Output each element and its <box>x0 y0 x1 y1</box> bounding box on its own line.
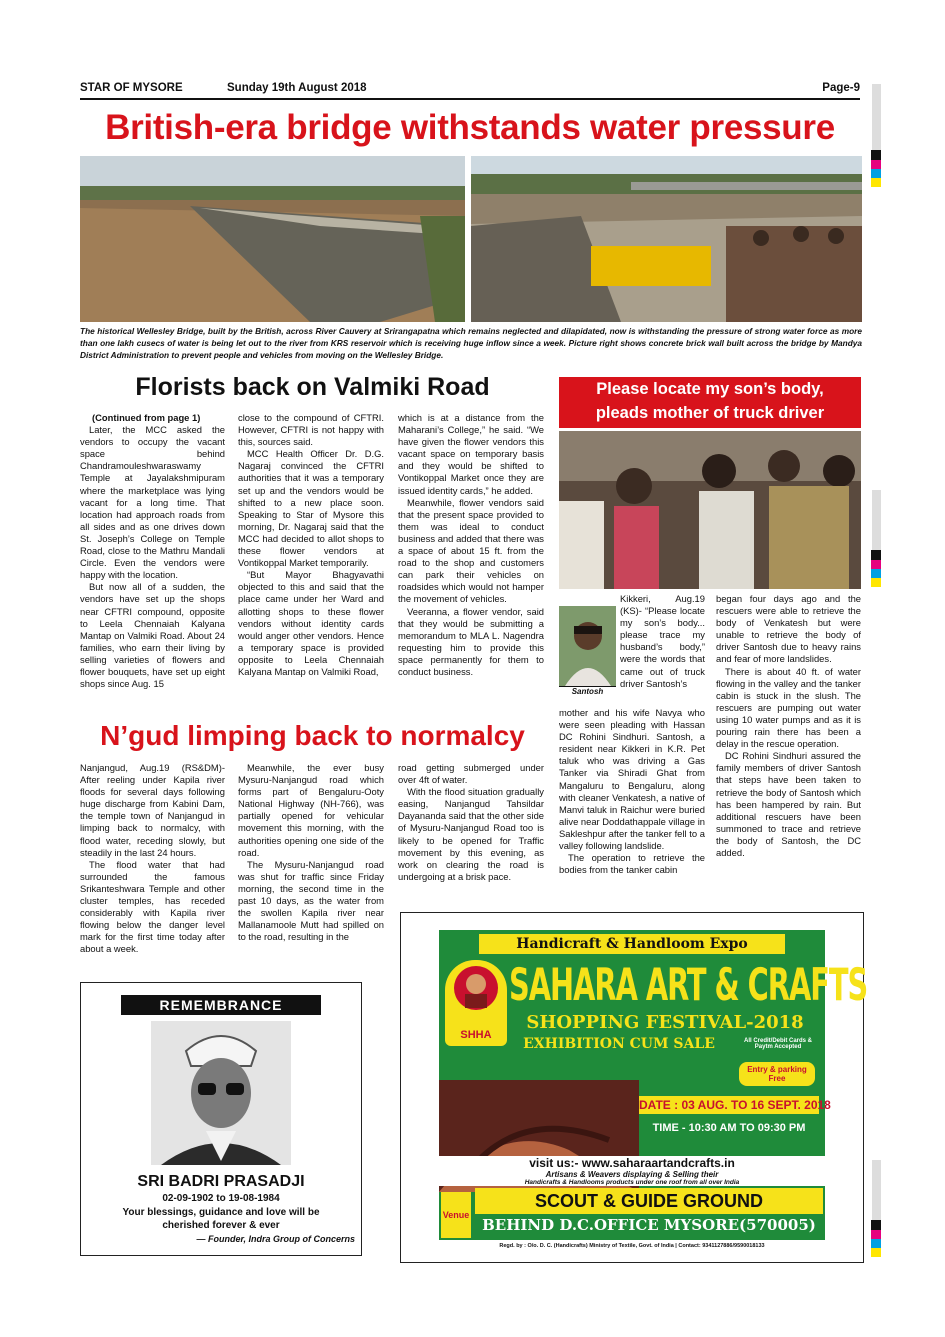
truck-headline-line1: Please locate my son’s body, <box>596 380 824 398</box>
ad-venue: SCOUT & GUIDE GROUND <box>475 1188 823 1214</box>
paragraph: began four days ago and the rescuers were able to retrieve the body of Venkatesh but were unable to retrieve the body of driver Santosh due to heavy rains and fear of more landslides. <box>716 593 861 665</box>
ad-entry-badge: Entry & parking Free <box>739 1062 815 1086</box>
florists-column-3 <box>398 412 544 678</box>
margin-strip <box>872 1160 881 1220</box>
ad-website: visit us:- www.saharaartandcrafts.in <box>529 1156 735 1170</box>
truck-headline-box <box>559 377 861 428</box>
santosh-inset-photo <box>559 606 616 686</box>
florists-column-1 <box>80 412 225 690</box>
bridge-photo-right <box>471 156 862 322</box>
paragraph: The Mysuru-Nanjangud road was shut for traffic since Friday morning, the second time in the past 10 days, as the water from the swollen Kapila river near Mallanamoole Mutt had spilled on to the road, resulting in the <box>238 858 384 943</box>
remembrance-name: SRI BADRI PRASADJI <box>137 1173 305 1190</box>
ad-logo-badge <box>445 960 507 1046</box>
publication-name: STAR OF MYSORE <box>80 82 183 94</box>
truck-column-1-top <box>620 593 705 690</box>
santosh-inset-label: Santosh <box>559 686 616 696</box>
ad-artisans-line1: Artisans & Weavers displaying & Selling their <box>545 1170 719 1179</box>
mother-pleading-photo <box>559 431 861 589</box>
portrait-photo <box>151 1021 291 1165</box>
paragraph: With the flood situation gradually easing, Nanjangud Tahsildar Dayananda said that the other side of Mysuru-Nanjangud Road too is likely to be opened for Traffic movement by this evening, as work on clearing the road is undergoing at a brisk pace. <box>398 786 544 882</box>
sahara-expo-ad <box>400 912 868 1263</box>
color-registration-marks <box>871 1220 881 1257</box>
paragraph: Meanwhile, flower vendors said that the present space provided to them was ideal to conduct business and added that there was a space of about 15 ft. from the road to the shop and customers can park their vehicles on roadsides which would not hamper the movement of vehicles. <box>398 496 544 605</box>
paragraph: Veeranna, a flower vendor, said that they would be submitting a memorandum to MLA L. Nagendra requesting him to provide this space permanently for them to conduct business. <box>398 605 544 677</box>
ngud-column-2 <box>238 762 384 943</box>
paragraph: MCC Health Officer Dr. D.G. Nagaraj convinced the CFTRI authorities that it was a temporary set up and the vendors would be shifted to a new place soon. Speaking to Star of Mysore this morning, Dr. Nagaraj said that the MCC had decided to allot shops to these flower vendors at Vontikoppal Market temporarily. <box>238 448 384 569</box>
paragraph: mother and his wife Navya who were seen pleading with Hassan DC Rohini Sindhuri. Santosh, a resident near Kikkeri in K.R. Pet taluk who was driving a Gas Tanker via Shiradi Ghat from Mangaluru to Bengaluru, along with cleaner Venkatesh, a native of Manvi taluk in Raichur were buried alive near Doddathappale village in Sakleshpur after the tanker fell to a valley following landslide. <box>559 707 705 852</box>
ad-logo-text: SHHA <box>460 1029 492 1041</box>
paragraph: which is at a distance from the Maharani’s College,” he said. “We have given the flower vendors this vacant space on temporary basis and they would be shifted to Vontikoppal Market once they are issued identity cards,” he added. <box>398 412 544 496</box>
ngud-headline: N’gud limping back to normalcy <box>100 720 525 751</box>
color-registration-marks <box>871 150 881 187</box>
paragraph: The operation to retrieve the bodies from the tanker cabin <box>559 852 705 876</box>
paragraph: DC Rohini Sindhuri assured the family members of driver Santosh that steps have been taken to retrieve the body of Santosh which has been hampered by rain. But additional rescuers have been summoned to trace and retrieve the body of Santosh, the DC added. <box>716 750 861 858</box>
paragraph: Later, the MCC asked the vendors to occupy the vacant space behind Chandramouleshwaraswamy Temple at Jayalakshmipuram where the marketplace was lying vacant for a long time. That location had approach roads from all sides and as one drives down St. Joseph’s College on Temple Road, close to the Mathru Mandali Circle. Even the vendors were happy with the location. <box>80 424 225 581</box>
florists-column-2 <box>238 412 384 678</box>
paragraph: “But Mayor Bhagyavathi objected to this and said that the place came under her Ward and allotting shops to these flower vendors without identity cards would anger other vendors. Hence a temporary space is provided opposite to Leela Chennaiah Kalyana Mantap on Valmiki Road, <box>238 569 384 677</box>
header-rule <box>80 98 860 100</box>
florists-headline: Florists back on Valmiki Road <box>135 373 490 401</box>
remembrance-dates: 02-09-1902 to 19-08-1984 <box>162 1193 280 1204</box>
margin-strip <box>872 490 881 550</box>
ad-artisans-line2: Handicrafts & Handlooms products under one roof from all over India <box>524 1179 740 1186</box>
paragraph: Meanwhile, the ever busy Mysuru-Nanjangud road which forms part of Bengaluru-Ooty National Highway (NH-766), was partially opened for vehicular movement this morning, with the authorities opening one side of the road. <box>238 762 384 858</box>
remembrance-message-line2: cherished forever & ever <box>162 1220 280 1231</box>
ad-date: DATE : 03 AUG. TO 16 SEPT. 2018 <box>639 1098 831 1112</box>
remembrance-message-line1: Your blessings, guidance and love will be <box>122 1207 320 1218</box>
ad-venue-label: Venue <box>441 1192 471 1238</box>
bridge-photo-left <box>80 156 465 322</box>
lead-photo-caption: The historical Wellesley Bridge, built by the British, across River Cauvery at Srirangapatna which remains neglected and dilapidated, now is withstanding the pressure of strong water force as more than one lakh cusecs of water is being let out to the river from KRS reservoir which is receiving huge inflow since a week. Picture right shows concrete brick wall built across the bridge by Mandya District Administration to prevent people and vehicles from moving on the Wellesley Bridge. <box>80 326 862 360</box>
ad-inner <box>439 930 868 1253</box>
ad-info-strip <box>439 1156 825 1186</box>
ngud-column-1 <box>80 762 225 956</box>
remembrance-title: REMEMBRANCE <box>121 995 321 1015</box>
paragraph: The flood water that had surrounded the famous Srikanteshwara Temple and other cluster temples, has receded considerably with Kapila river flowing below the danger level mark for the first time today after about a week. <box>80 858 225 955</box>
paragraph: There is about 40 ft. of water flowing in the valley and the tanker cabin is stuck in the slush. The rescuers are pumping out water using 10 water pumps and as it is pouring rain there has been a delay in the rescue operation. <box>716 665 861 750</box>
lead-headline: British-era bridge withstands water pressure <box>105 108 835 147</box>
ad-cards-badge: All Credit/Debit Cards & Paytm Accepted <box>743 1038 812 1050</box>
continuation-note: (Continued from page 1) <box>92 412 201 423</box>
ad-exhibition: EXHIBITION CUM SALE <box>523 1036 715 1052</box>
ad-subtitle: SHOPPING FESTIVAL-2018 <box>526 1012 804 1033</box>
remembrance-ad <box>80 982 362 1256</box>
ad-top-banner: Handicraft & Handloom Expo <box>479 934 785 954</box>
truck-column-1 <box>559 707 705 876</box>
issue-date: Sunday 19th August 2018 <box>227 82 367 94</box>
paragraph: Nanjangud, Aug.19 (RS&DM)- After reeling under Kapila river floods for several days following huge discharge from Kabini Dam, the temple town of Nanjangud in limping back to normalcy, with flood water, receding slowly, but steadily in the last 24 hours. <box>80 762 225 858</box>
page-header <box>80 82 860 98</box>
remembrance-signoff: — Founder, Indra Group of Concerns <box>196 1234 355 1244</box>
color-registration-marks <box>871 550 881 587</box>
page-number: Page-9 <box>822 82 860 94</box>
ad-time: TIME - 10:30 AM TO 09:30 PM <box>652 1122 806 1134</box>
paragraph: road getting submerged under over 4ft of water. <box>398 762 544 786</box>
paragraph: close to the compound of CFTRI. However, CFTRI is not happy with this, sources said. <box>238 412 384 448</box>
ad-title: SAHARA ART & CRAFTS <box>509 958 868 1012</box>
truck-lead-paragraph: Kikkeri, Aug.19 (KS)- “Please locate my son’s body... please trace my husband’s body,” were the words that came out of truck driver Santosh’s <box>620 593 705 689</box>
truck-column-2 <box>716 593 861 859</box>
paragraph: But now all of a sudden, the vendors have set up the shops near CFTRI compound, opposite to Leela Chennaiah Kalyana Mantap on Valmiki Road. About 24 families, who earn their living by selling varieties of flowers and flower bouquets, have set up eight shops since Aug. 15 <box>80 581 225 690</box>
truck-headline-line2: pleads mother of truck driver <box>595 404 825 422</box>
ngud-column-3 <box>398 762 544 883</box>
margin-strip <box>872 84 881 152</box>
ad-address: BEHIND D.C.OFFICE MYSORE(570005) <box>482 1216 816 1234</box>
ad-registration: Regd. by : O/o. D. C. (Handicrafts) Ministry of Textile, Govt. of India | Contact: 9341127886/9590018133 <box>439 1240 825 1253</box>
